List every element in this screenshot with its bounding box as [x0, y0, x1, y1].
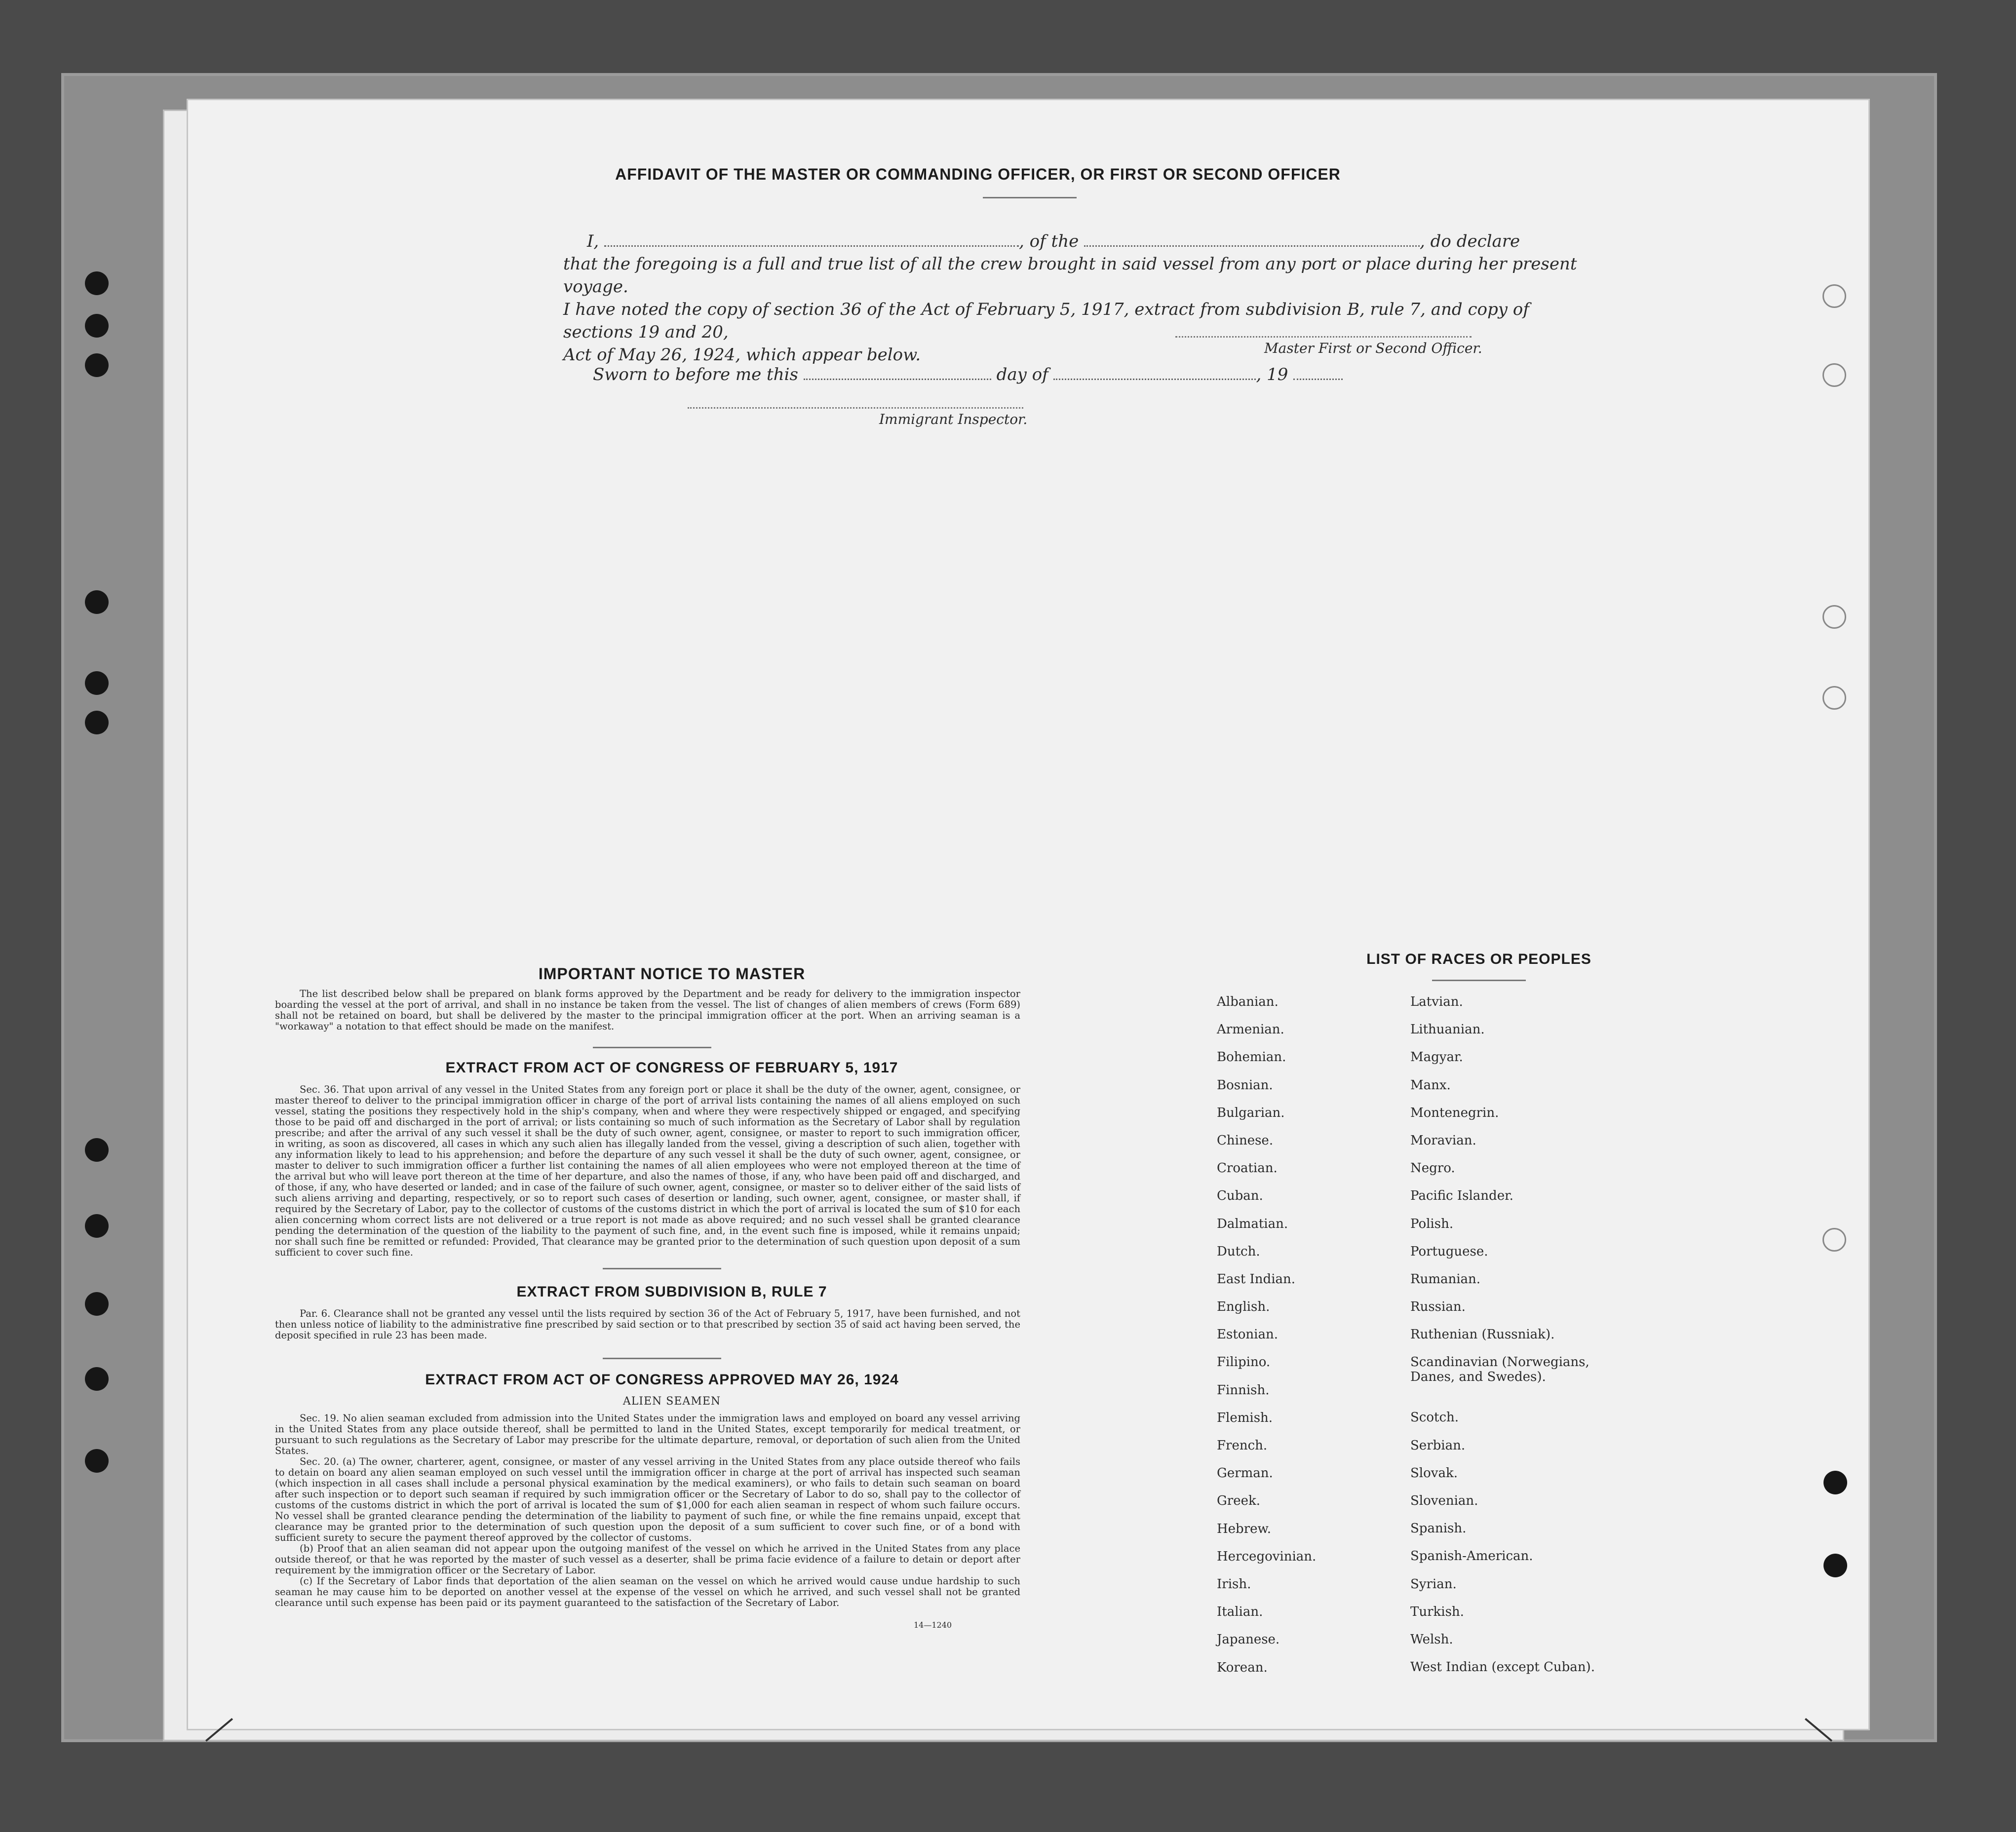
- race-label: Negro.: [1410, 1161, 1455, 1176]
- race-label: Albanian.: [1217, 994, 1279, 1009]
- race-item: [1217, 1161, 1316, 1188]
- race-item: [1410, 1355, 1595, 1410]
- race-item: [1410, 1493, 1595, 1521]
- race-label: Welsh.: [1410, 1632, 1453, 1647]
- race-label: French.: [1217, 1438, 1268, 1453]
- binder-hole: [85, 1292, 109, 1316]
- race-item: [1217, 1604, 1316, 1632]
- race-label: Scotch.: [1410, 1410, 1459, 1425]
- notice-block: [275, 989, 1020, 1032]
- races-title: LIST OF RACES OR PEOPLES: [1366, 951, 1591, 967]
- race-item: [1217, 1577, 1316, 1604]
- sec19-text: Sec. 19. No alien seaman excluded from admission into the United States under the immigration laws and employed on board any vessel arriving in the United States from any place outside thereof, shall be permitted to land in the United States, except temporarily for medical treatment, or pursuant to such regulations as the Secretary of Labor may prescribe for the ultimate departure, removal, or deportation of such alien from the United States.: [275, 1412, 1020, 1456]
- race-label: Slovenian.: [1410, 1493, 1478, 1508]
- name-blank: [604, 224, 1019, 247]
- race-label: Armenian.: [1217, 1022, 1284, 1037]
- divider: [983, 197, 1077, 198]
- race-label: Syrian.: [1410, 1576, 1457, 1592]
- race-item: [1217, 1133, 1316, 1161]
- race-item: [1217, 1660, 1316, 1688]
- binder-hole: [85, 1214, 109, 1238]
- race-label: Filipino.: [1217, 1355, 1271, 1370]
- notice-title: IMPORTANT NOTICE TO MASTER: [538, 965, 806, 983]
- binder-hole: [85, 1367, 109, 1391]
- race-label: Turkish.: [1410, 1604, 1464, 1619]
- race-item: [1217, 1217, 1316, 1244]
- sworn-day-blank: [804, 357, 991, 380]
- race-item: [1217, 1355, 1316, 1382]
- race-item: [1410, 1022, 1595, 1050]
- race-label: Slovak.: [1410, 1465, 1458, 1481]
- race-item: [1217, 1272, 1316, 1299]
- extract-1924-subtitle: ALIEN SEAMEN: [622, 1395, 721, 1408]
- race-item: [1217, 1632, 1316, 1660]
- race-label: Dutch.: [1217, 1244, 1260, 1259]
- race-label: Lithuanian.: [1410, 1022, 1485, 1037]
- extract-1917-title: EXTRACT FROM ACT OF CONGRESS OF FEBRUARY 5, 1917: [445, 1060, 898, 1076]
- binder-hole: [85, 353, 109, 377]
- race-label: Italian.: [1217, 1604, 1263, 1620]
- race-item: [1217, 994, 1316, 1022]
- binder-hole: [85, 314, 109, 338]
- sworn-year-blank: [1293, 357, 1343, 380]
- affidavit-line-4: Act of May 26, 1924, which appear below.: [563, 345, 921, 365]
- affidavit-do-declare: , do declare: [1420, 231, 1520, 251]
- sworn-prefix: Sworn to before me this: [593, 365, 798, 384]
- race-label: Portuguese.: [1410, 1244, 1488, 1259]
- race-item: [1410, 1632, 1595, 1660]
- race-label: Scandinavian (Norwegians, Danes, and Swedes).: [1410, 1355, 1590, 1385]
- rule7-text: Par. 6. Clearance shall not be granted any vessel until the lists required by section 36 of the Act of February 5, 1917, have been furnished, and not then unless notice of liability to the administrative fine prescribed by said section or to that prescribed by section 35 of said act having been served, the deposit specified in rule 23 has been made.: [275, 1308, 1020, 1341]
- sec20b-text: (b) Proof that an alien seaman did not appear upon the outgoing manifest of the vessel on which he arrived in the United States from any place outside thereof, or that he was reported by the master of such vessel as a deserter, shall be prima facie evidence of a failure to detain or deport after requirement by the immigration officer or the Secretary of Labor.: [275, 1543, 1020, 1576]
- race-item: [1410, 1299, 1595, 1327]
- race-label: Irish.: [1217, 1576, 1251, 1592]
- binder-hole: [1822, 284, 1846, 308]
- race-item: [1217, 1299, 1316, 1327]
- divider: [1432, 980, 1526, 981]
- race-label: Manx.: [1410, 1077, 1451, 1093]
- binder-hole: [85, 711, 109, 734]
- race-item: [1410, 1106, 1595, 1133]
- race-label: Hebrew.: [1217, 1521, 1271, 1536]
- race-item: [1410, 1327, 1595, 1355]
- races-right-column: [1410, 994, 1595, 1687]
- form-number: 14—1240: [914, 1620, 952, 1630]
- race-label: German.: [1217, 1466, 1273, 1481]
- race-label: Bosnian.: [1217, 1077, 1273, 1093]
- sec20a-text: Sec. 20. (a) The owner, charterer, agent, consignee, or master of any vessel arriving in the United States from any place outside thereof who fails to detain on board any alien seaman employed on such vessel until the immigration officer in charge at the port of arrival has inspected such seaman (which inspection in all cases shall include a personal physical examination by the medical examiners), or who fails to detain such seaman on board after such inspection or to deport such seaman if required by such immigration officer or the Secretary of Labor to do so, shall pay to the collector of customs of the customs district in which the port of arrival is located the sum of $1,000 for each alien seaman in respect of whom such failure occurs. No vessel shall be granted clearance pending the determination of the liability to payment of such fine, or while the fine remains unpaid, except that clearance may be granted prior to the determination of such question upon the deposit of a sum sufficient to cover such fine, or of a bond with sufficient surety to secure the payment thereof approved by the collector of customs.: [275, 1456, 1020, 1543]
- race-item: [1217, 1383, 1316, 1411]
- race-label: Croatian.: [1217, 1161, 1278, 1176]
- binder-hole: [85, 671, 109, 695]
- master-label: Master First or Second Officer.: [1264, 340, 1482, 356]
- race-item: [1410, 1217, 1595, 1244]
- race-label: Spanish-American.: [1410, 1549, 1533, 1564]
- vessel-blank: [1084, 224, 1420, 247]
- race-label: West Indian (except Cuban).: [1410, 1660, 1595, 1675]
- race-label: Chinese.: [1217, 1133, 1274, 1148]
- race-label: Spanish.: [1410, 1521, 1467, 1536]
- affidavit-i: I,: [587, 231, 599, 251]
- race-item: [1217, 1244, 1316, 1272]
- race-label: Rumanian.: [1410, 1271, 1481, 1287]
- binder-hole: [85, 1449, 109, 1473]
- sworn-line: [593, 357, 1343, 384]
- race-item: [1217, 1493, 1316, 1521]
- rule7-title: EXTRACT FROM SUBDIVISION B, RULE 7: [516, 1284, 827, 1300]
- race-item: [1217, 1327, 1316, 1355]
- race-label: Estonian.: [1217, 1327, 1278, 1342]
- race-label: Flemish.: [1217, 1410, 1273, 1425]
- binder-hole: [1822, 1228, 1846, 1252]
- race-item: [1217, 1022, 1316, 1050]
- binder-hole: [85, 590, 109, 614]
- race-item: [1410, 1244, 1595, 1272]
- race-item: [1217, 1050, 1316, 1077]
- race-label: Finnish.: [1217, 1382, 1270, 1398]
- affidavit-line-3: I have noted the copy of section 36 of the Act of February 5, 1917, extract from subdivision B, rule 7, and copy of sections 19 and 20,: [563, 300, 1529, 342]
- binder-hole: [1822, 363, 1846, 387]
- race-item: [1217, 1106, 1316, 1133]
- race-item: [1410, 1161, 1595, 1188]
- extract-1917-block: [275, 1084, 1020, 1258]
- form-page: [187, 99, 1870, 1730]
- race-item: [1410, 994, 1595, 1022]
- extract-1924-title: EXTRACT FROM ACT OF CONGRESS APPROVED MAY 26, 1924: [425, 1372, 899, 1388]
- race-item: [1217, 1411, 1316, 1438]
- race-label: Greek.: [1217, 1493, 1260, 1509]
- race-label: Moravian.: [1410, 1133, 1476, 1148]
- affidavit-of-the: , of the: [1019, 231, 1079, 251]
- race-label: Bohemian.: [1217, 1050, 1286, 1065]
- race-item: [1410, 1410, 1595, 1438]
- sworn-day-of: day of: [996, 365, 1048, 384]
- race-label: English.: [1217, 1299, 1270, 1315]
- races-left-column: [1217, 994, 1316, 1688]
- race-label: Pacific Islander.: [1410, 1188, 1513, 1204]
- race-item: [1217, 1549, 1316, 1577]
- extract-1917-text: Sec. 36. That upon arrival of any vessel in the United States from any foreign port or place it shall be the duty of the owner, agent, consignee, or master thereof to deliver to the principal immigration officer in charge of the port of arrival lists containing the names of all aliens employed on such vessel, stating the positions they respectively hold in the ship's company, when and where they were respectively shipped or engaged, and specifying those to be paid off and discharged in the port of arrival; or lists containing so much of such information as the Secretary of Labor shall by regulation prescribe; and after the arrival of any such vessel it shall be the duty of such owner, agent, consignee, or master to report to such immigration officer, in writing, as soon as discovered, all cases in which any such alien has illegally landed from the vessel, giving a description of such alien, together with any information likely to lead to his apprehension; and before the departure of any such vessel it shall be the duty of such owner, agent, consignee, or master to deliver to such immigration officer a further list containing the names of all alien employees who were not employed thereon at the time of the arrival but who will leave port thereon at the time of her departure, and also the names of those, if any, who have been paid off and discharged, and of those, if any, who have deserted or landed; and in case of the failure of such owner, agent, consignee, or master so to deliver either of the said lists of such aliens arriving and departing, respectively, or so to report such cases of desertion or landing, such owner, agent, consignee, or master shall, if required by the Secretary of Labor, pay to the collector of customs of the customs district in which the port of arrival is located the sum of $10 for each alien concerning whom correct lists are not delivered or a true report is not made as above required; and no such vessel shall be granted clearance pending the determination of the question of the liability to the payment of such fine, and, in the event such fine is imposed, while it remains unpaid; nor shall such fine be remitted or refunded: Provided, That clearance may be granted prior to the determination of such question upon deposit of a sum sufficient to cover such fine.: [275, 1084, 1020, 1258]
- race-label: Serbian.: [1410, 1438, 1466, 1453]
- binder-hole: [1823, 1554, 1847, 1577]
- race-item: [1410, 1466, 1595, 1493]
- inspector-label: Immigrant Inspector.: [879, 411, 1028, 427]
- race-label: Cuban.: [1217, 1188, 1263, 1204]
- divider: [593, 1047, 711, 1048]
- master-signature-line: [1175, 336, 1472, 338]
- race-label: Montenegrin.: [1410, 1105, 1499, 1120]
- inspector-signature-line: [688, 407, 1023, 409]
- race-item: [1410, 1272, 1595, 1299]
- race-item: [1410, 1438, 1595, 1466]
- race-label: Polish.: [1410, 1216, 1454, 1231]
- race-item: [1217, 1522, 1316, 1549]
- race-item: [1217, 1438, 1316, 1466]
- affidavit-line-1: [563, 224, 1600, 253]
- race-label: Japanese.: [1217, 1632, 1280, 1647]
- affidavit-title: AFFIDAVIT OF THE MASTER OR COMMANDING OFFICER, OR FIRST OR SECOND OFFICER: [615, 165, 1341, 183]
- rule7-block: [275, 1308, 1020, 1341]
- binder-hole: [1823, 1471, 1847, 1494]
- sec20c-text: (c) If the Secretary of Labor finds that deportation of the alien seaman on the vessel on which he arrived would cause undue hardship to such seaman he may cause him to be deported on another vessel at the expense of the vessel on which he arrived, and such vessel shall not be granted clearance until such expense has been paid or its payment guaranteed to the satisfaction of the Secretary of Labor.: [275, 1575, 1020, 1608]
- race-label: Magyar.: [1410, 1050, 1463, 1065]
- race-item: [1410, 1133, 1595, 1161]
- race-item: [1410, 1604, 1595, 1632]
- race-item: [1410, 1188, 1595, 1216]
- race-label: Russian.: [1410, 1299, 1466, 1315]
- binder-hole: [1822, 686, 1846, 710]
- race-label: Dalmatian.: [1217, 1216, 1288, 1231]
- binder-hole: [85, 1138, 109, 1162]
- race-label: Korean.: [1217, 1660, 1268, 1675]
- race-item: [1217, 1466, 1316, 1493]
- extract-1924-block: [275, 1413, 1020, 1608]
- race-label: East Indian.: [1217, 1271, 1296, 1287]
- sworn-month-blank: [1053, 357, 1256, 380]
- binder-hole: [85, 271, 109, 295]
- race-item: [1217, 1078, 1316, 1106]
- divider: [603, 1358, 721, 1359]
- race-item: [1410, 1050, 1595, 1077]
- race-item: [1217, 1188, 1316, 1216]
- notice-text: The list described below shall be prepared on blank forms approved by the Department and be ready for delivery to the immigration inspector boarding the vessel at the port of arrival, and shall in no instance be taken from the vessel. The list of changes of alien members of crews (Form 689) shall not be retained on board, but shall be delivered by the master to the principal immigration officer at the port. When an arriving seaman is a "workaway" a notation to that effect should be made on the manifest.: [275, 988, 1020, 1032]
- divider: [603, 1268, 721, 1269]
- binder-hole: [1822, 605, 1846, 629]
- race-label: Latvian.: [1410, 994, 1463, 1009]
- race-item: [1410, 1078, 1595, 1106]
- race-item: [1410, 1521, 1595, 1549]
- race-item: [1410, 1577, 1595, 1604]
- race-label: Ruthenian (Russniak).: [1410, 1327, 1555, 1342]
- affidavit-line-2: that the foregoing is a full and true list of all the crew brought in said vessel from any port or place during her present voyage.: [563, 254, 1577, 297]
- race-item: [1410, 1549, 1595, 1576]
- race-item: [1410, 1660, 1595, 1687]
- race-label: Bulgarian.: [1217, 1105, 1285, 1120]
- sworn-year: , 19: [1256, 365, 1288, 384]
- race-label: Hercegovinian.: [1217, 1549, 1317, 1564]
